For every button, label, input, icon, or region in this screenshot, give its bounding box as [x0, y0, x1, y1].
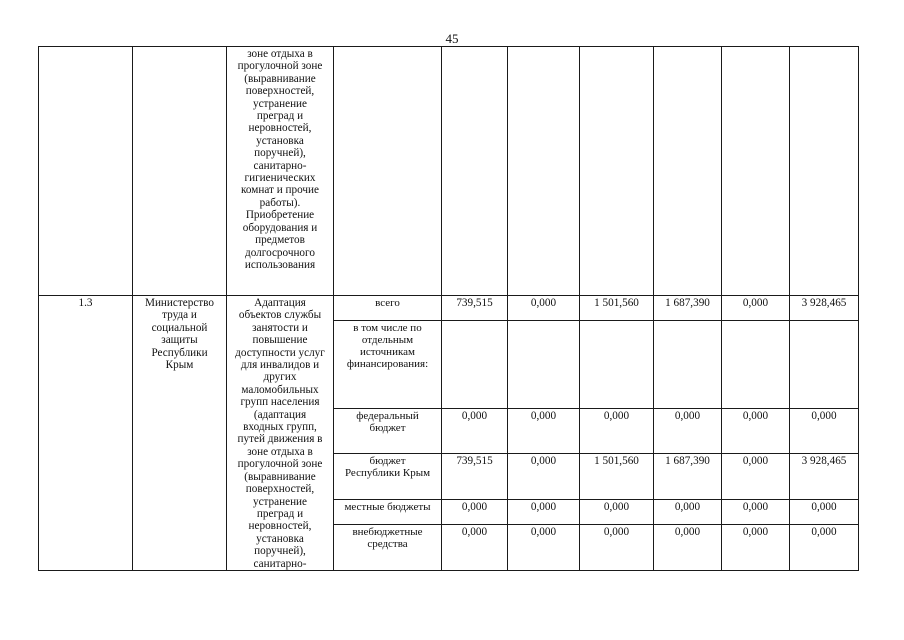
description-line: санитарно- [253, 159, 307, 172]
description-line: (адаптация [253, 408, 307, 421]
funding-source-line: федеральный [356, 409, 419, 422]
description-line: преград и [256, 110, 304, 123]
value-cell: 1 501,560 [580, 296, 654, 321]
description-line: маломобильных [241, 383, 319, 396]
value-cell [654, 321, 722, 409]
value-cell: 739,515 [442, 454, 508, 500]
value-cell: 0,000 [508, 454, 580, 500]
value-cell [722, 321, 790, 409]
funding-source-line: отдельным [361, 334, 414, 347]
description-line: поручней), [254, 147, 306, 160]
value-cell: 0,000 [442, 525, 508, 571]
description-line: для инвалидов и [240, 359, 320, 372]
description-line: путей движения в [237, 433, 323, 446]
funding-source-line: всего [375, 297, 400, 309]
funding-source-line: в том числе по [353, 322, 422, 335]
description-line: работы). [259, 196, 301, 209]
value-cell [508, 321, 580, 409]
empty-cell [442, 47, 508, 296]
description-line: неровностей, [248, 122, 312, 135]
description-line: прогулочной зоне [237, 60, 323, 73]
description-line: предметов [255, 234, 305, 247]
description-line: гигиенических [244, 172, 316, 185]
description-line: устранение [252, 495, 308, 508]
funding-source-line: Республики Крым [344, 467, 431, 480]
description-line: доступности услуг [235, 346, 325, 359]
funding-source-cell [334, 525, 442, 571]
funding-source-line: внебюджетные [352, 526, 423, 539]
funding-source-cell [334, 296, 442, 321]
description-line: поверхностей, [245, 85, 315, 98]
value-cell: 0,000 [442, 408, 508, 454]
value-cell: 0,000 [722, 296, 790, 321]
organization-line: Министерство [145, 297, 214, 309]
description-line: устранение [252, 97, 308, 110]
description-line: повышение [252, 334, 308, 347]
organization-cell [133, 296, 227, 571]
value-cell: 0,000 [508, 408, 580, 454]
organization-line: защиты [161, 334, 198, 347]
value-cell: 0,000 [508, 525, 580, 571]
funding-source-cell [334, 454, 442, 500]
value-cell: 0,000 [508, 296, 580, 321]
description-line: Адаптация [254, 297, 306, 309]
description-line: зоне отдыха в [247, 48, 313, 60]
value-cell: 0,000 [508, 500, 580, 525]
value-cell: 0,000 [654, 525, 722, 571]
description-line: групп населения [240, 396, 320, 409]
funding-source-line: источникам [360, 346, 415, 359]
value-cell: 0,000 [580, 525, 654, 571]
description-line: преград и [256, 507, 304, 520]
value-cell [442, 321, 508, 409]
value-cell: 0,000 [722, 454, 790, 500]
description-cell [227, 47, 334, 296]
item-number-cell: 1.3 [39, 296, 133, 571]
organization-line: труда и [162, 309, 197, 322]
organization-line: Крым [165, 359, 194, 372]
empty-cell [790, 47, 859, 296]
table-row [39, 47, 859, 296]
description-line: неровностей, [248, 520, 312, 533]
value-cell [790, 321, 859, 409]
description-line: (выравнивание [244, 72, 316, 85]
description-line: комнат и прочие [241, 184, 319, 197]
funding-source-cell [334, 321, 442, 409]
value-cell: 0,000 [722, 408, 790, 454]
value-cell: 739,515 [442, 296, 508, 321]
description-line: других [263, 371, 297, 384]
description-line: Приобретение [245, 209, 315, 222]
empty-cell [334, 47, 442, 296]
value-cell: 0,000 [722, 500, 790, 525]
description-cell [227, 296, 334, 571]
value-cell [580, 321, 654, 409]
value-cell: 1 687,390 [654, 454, 722, 500]
description-line: оборудования и [242, 221, 318, 234]
organization-line: социальной [151, 321, 208, 334]
description-line: зоне отдыха в [247, 445, 313, 458]
description-line: прогулочной зоне [237, 458, 323, 471]
funding-source-line: финансирования: [346, 358, 429, 371]
empty-cell [580, 47, 654, 296]
funding-source-line: бюджет [369, 421, 406, 434]
description-line: использования [244, 258, 316, 271]
empty-cell [654, 47, 722, 296]
organization-line: Республики [151, 346, 208, 359]
description-line: поручней), [254, 545, 306, 558]
funding-source-line: бюджет [369, 455, 406, 468]
table-row [39, 296, 859, 321]
description-line: поверхностей, [245, 483, 315, 496]
value-cell: 0,000 [580, 500, 654, 525]
empty-cell [722, 47, 790, 296]
empty-cell [508, 47, 580, 296]
value-cell: 3 928,465 [790, 296, 859, 321]
description-line: занятости и [252, 321, 308, 334]
funding-source-line: местные бюджеты [344, 501, 431, 514]
description-line: входных групп, [243, 421, 317, 434]
value-cell: 1 687,390 [654, 296, 722, 321]
funding-source-line: средства [367, 538, 408, 551]
value-cell: 0,000 [580, 408, 654, 454]
page-number: 45 [445, 31, 459, 46]
description-line: установка [256, 532, 304, 545]
number-cell [39, 47, 133, 296]
table-body [39, 47, 859, 571]
financing-table [38, 46, 859, 571]
funding-source-cell [334, 408, 442, 454]
description-line: (выравнивание [244, 470, 316, 483]
funding-source-cell [334, 500, 442, 525]
value-cell: 1 501,560 [580, 454, 654, 500]
value-cell: 0,000 [654, 500, 722, 525]
value-cell: 0,000 [442, 500, 508, 525]
organization-cell [133, 47, 227, 296]
description-line: санитарно- [253, 557, 307, 570]
value-cell: 0,000 [654, 408, 722, 454]
value-cell: 0,000 [722, 525, 790, 571]
value-cell: 3 928,465 [790, 454, 859, 500]
description-line: долгосрочного [245, 246, 315, 259]
value-cell: 0,000 [790, 408, 859, 454]
value-cell: 0,000 [790, 500, 859, 525]
description-line: установка [256, 134, 304, 147]
value-cell: 0,000 [790, 525, 859, 571]
description-line: объектов службы [238, 309, 322, 322]
